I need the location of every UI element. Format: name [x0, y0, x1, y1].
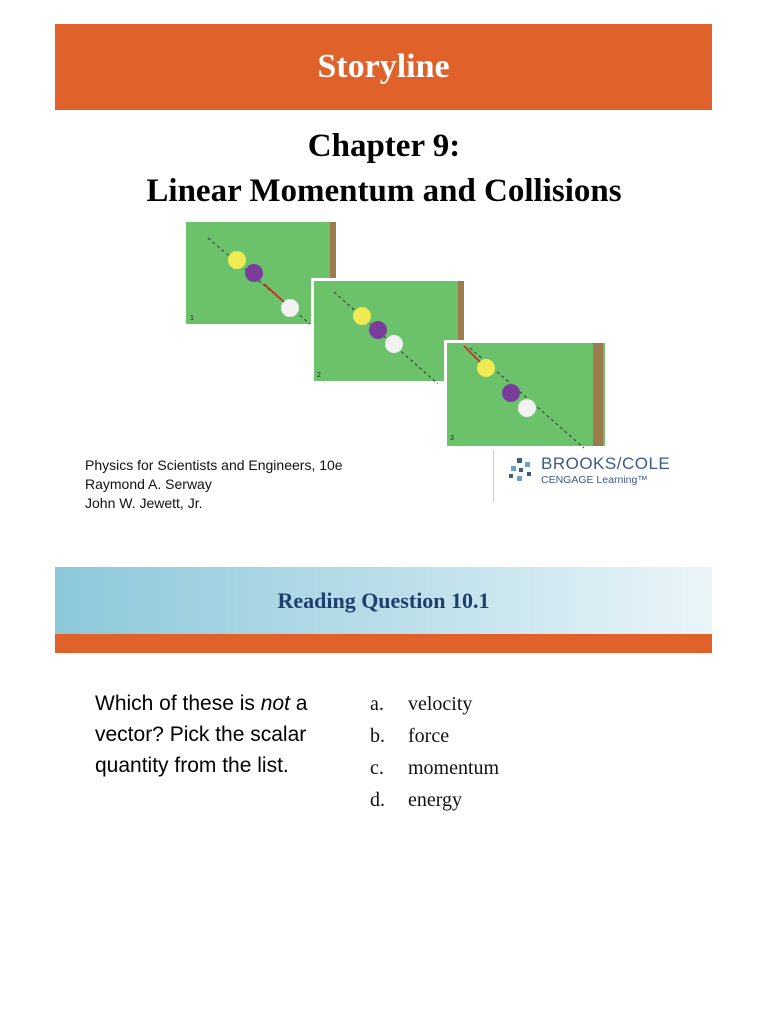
option-text: force	[408, 724, 450, 747]
figure-panel-2	[311, 278, 467, 384]
option-a[interactable]	[370, 688, 499, 720]
chapter-title: Linear Momentum and Collisions	[146, 173, 622, 209]
answer-options	[370, 688, 499, 816]
option-text: energy	[408, 788, 463, 811]
reading-question-banner	[55, 567, 712, 634]
publisher-name: BROOKS/COLE	[541, 454, 671, 473]
option-letter: d.	[370, 788, 385, 811]
publisher-logo	[493, 450, 693, 502]
logo-divider	[493, 450, 494, 502]
figure-panel-3	[444, 340, 607, 448]
reading-question-title: Reading Question 10.1	[277, 587, 490, 613]
book-title: Physics for Scientists and Engineers, 10e	[85, 457, 343, 473]
option-letter: a.	[370, 692, 384, 715]
billiard-collision-figure	[180, 220, 610, 450]
option-text: momentum	[408, 756, 500, 779]
question-part-2: a vector? Pick the scalar quantity from the list.	[95, 692, 308, 777]
question-text	[95, 688, 335, 781]
option-d[interactable]	[370, 784, 499, 816]
cengage-dots-icon	[507, 456, 537, 484]
option-c[interactable]	[370, 752, 499, 784]
book-citation	[85, 456, 343, 513]
question-emphasis: not	[260, 692, 290, 715]
chapter-number: Chapter 9:	[307, 128, 461, 164]
option-b[interactable]	[370, 720, 499, 752]
reading-question-strip	[55, 634, 712, 653]
option-text: velocity	[408, 692, 473, 715]
panel-label-1: 1	[190, 315, 194, 322]
panel-label-3: 3	[450, 435, 454, 442]
option-letter: b.	[370, 724, 385, 747]
book-author-1: Raymond A. Serway	[85, 476, 212, 492]
question-part-1: Which of these is	[95, 692, 261, 715]
book-author-2: John W. Jewett, Jr.	[85, 495, 203, 511]
slide-header-bar	[55, 24, 712, 110]
panel-label-2: 2	[317, 372, 321, 379]
publisher-subname: CENGAGE Learning™	[541, 474, 648, 486]
option-letter: c.	[370, 756, 384, 779]
slide-title: Storyline	[317, 48, 450, 85]
